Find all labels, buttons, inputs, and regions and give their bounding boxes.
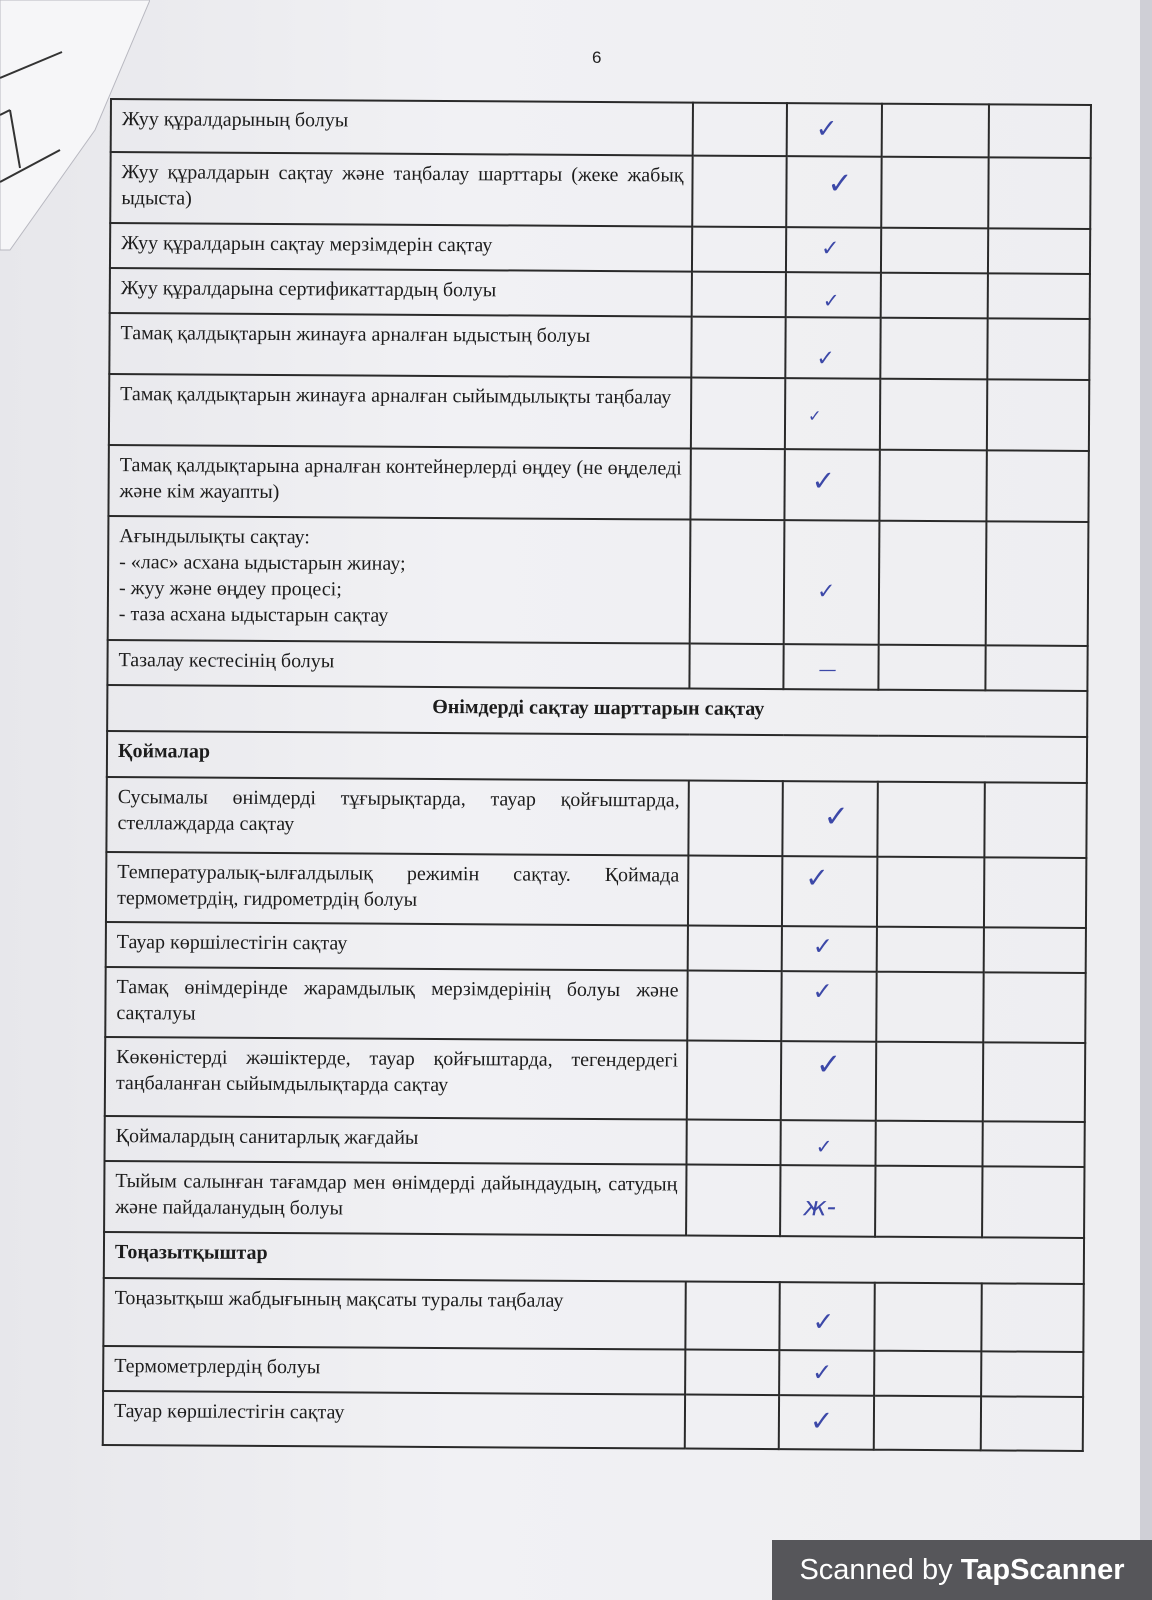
mark-cell — [786, 156, 881, 228]
table-row — [110, 223, 1090, 274]
handwritten-mark: ж- — [803, 1192, 837, 1223]
row-text-line: - таза асхана ыдыстарын сақтау — [118, 603, 389, 627]
mark-cell — [779, 1350, 874, 1396]
empty-cell — [689, 644, 783, 690]
row-text: Жуу құралдарын сақтау мерзімдерін сақтау — [110, 223, 692, 272]
empty-cell — [983, 972, 1085, 1043]
empty-cell — [882, 104, 989, 158]
empty-cell — [692, 227, 786, 273]
empty-cell — [875, 1166, 982, 1238]
empty-cell — [988, 273, 1090, 319]
empty-cell — [981, 1351, 1083, 1397]
checkmark-icon: ✓ — [809, 1404, 834, 1438]
checkmark-icon: ✓ — [816, 579, 836, 605]
dash-mark-icon: — — [818, 659, 837, 681]
table-row — [104, 1161, 1084, 1238]
row-text: Жуу құралдарының болуы — [111, 99, 693, 156]
row-text: Тазалау кестесінің болуы — [107, 640, 689, 689]
empty-cell — [880, 379, 987, 451]
section-title: Өнімдерді сақтау шарттарын сақтау — [107, 685, 1087, 737]
row-text: Термометрлердің болуы — [103, 1346, 685, 1395]
empty-cell — [685, 1395, 779, 1450]
mark-cell — [785, 317, 880, 379]
row-text: Көкөністерді жәшіктерде, тауар қойғыштарда, тегендердегі таңбаланған сыйымдылықтарда сақтау — [105, 1037, 687, 1120]
row-text: Тамақ қалдықтарын жинауға арналған ыдыстың болуы — [109, 313, 691, 378]
page-edge — [1140, 0, 1152, 1600]
empty-cell — [989, 104, 1091, 158]
section-row — [107, 685, 1087, 737]
empty-cell — [987, 318, 1089, 380]
watermark-prefix: Scanned by — [799, 1554, 961, 1586]
checkmark-icon: ✓ — [811, 464, 836, 498]
row-text: Тауар көршілестігін сақтау — [106, 922, 688, 971]
page-number: 6 — [592, 48, 602, 67]
row-text: Тамақ қалдықтарын жинауға арналған сыйымдылықты таңбалау — [109, 374, 691, 449]
mark-cell — [786, 227, 881, 273]
mark-cell — [780, 1120, 875, 1166]
row-text — [108, 516, 691, 644]
row-text: Сусымалы өнімдерді тұғырықтарда, тауар қойғыштарда, стеллаждарда сақтау — [106, 777, 688, 856]
checkmark-icon: ✓ — [815, 1134, 833, 1159]
empty-cell — [985, 645, 1087, 691]
empty-cell — [881, 273, 988, 319]
empty-cell — [687, 971, 781, 1042]
empty-cell — [685, 1350, 779, 1396]
empty-cell — [688, 781, 782, 857]
checkmark-icon: ✓ — [812, 1307, 835, 1338]
row-text-line: - жуу және өңдеу процесі; — [118, 577, 342, 601]
row-text: Температуралық-ылғалдылық режимін сақтау. Қоймада термометрдің, гидрометрдің болуы — [106, 852, 688, 926]
checkmark-icon: ✓ — [812, 932, 834, 961]
empty-cell — [987, 379, 1089, 451]
table-row — [105, 1116, 1085, 1167]
mark-cell — [782, 781, 877, 857]
table-row — [110, 152, 1090, 229]
empty-cell — [881, 228, 988, 274]
scanner-watermark — [772, 1540, 1152, 1600]
mark-cell — [784, 520, 880, 645]
empty-cell — [876, 972, 983, 1043]
table-row — [105, 1037, 1085, 1122]
empty-cell — [692, 272, 786, 318]
empty-cell — [693, 103, 787, 157]
empty-cell — [876, 1042, 983, 1122]
empty-cell — [984, 927, 1086, 973]
empty-cell — [686, 1120, 780, 1166]
checkmark-icon: ✓ — [808, 406, 822, 426]
empty-cell — [878, 645, 985, 691]
empty-cell — [877, 782, 984, 858]
table-row — [106, 922, 1086, 973]
mark-cell — [782, 856, 877, 927]
group-title: Қоймалар — [107, 731, 1087, 783]
empty-cell — [981, 1283, 1083, 1352]
checkmark-icon: ✓ — [821, 236, 840, 262]
empty-cell — [880, 318, 987, 380]
empty-cell — [984, 857, 1086, 928]
checkmark-icon: ✓ — [822, 288, 840, 313]
empty-cell — [988, 228, 1090, 274]
checkmark-icon: ✓ — [816, 346, 835, 372]
empty-cell — [877, 927, 984, 973]
table-row — [106, 852, 1086, 928]
row-text: Тыйым салынған тағамдар мен өнімдерді дайындаудың, сатудың және пайдаланудың болуы — [104, 1161, 686, 1236]
table-row — [111, 99, 1091, 158]
table-row — [103, 1346, 1083, 1397]
table-row — [108, 445, 1088, 522]
empty-cell — [686, 1165, 780, 1237]
empty-cell — [690, 520, 785, 645]
empty-cell — [984, 782, 1086, 858]
empty-cell — [874, 1351, 981, 1397]
mark-cell — [784, 449, 879, 521]
mark-cell — [785, 378, 880, 450]
table-row — [103, 1278, 1083, 1352]
mark-cell — [779, 1282, 874, 1351]
empty-cell — [983, 1042, 1085, 1122]
checkmark-icon: ✓ — [812, 977, 833, 1006]
checklist-table — [102, 98, 1092, 1452]
empty-cell — [879, 450, 986, 522]
empty-cell — [688, 856, 782, 927]
row-text: Жуу құралдарына сертификаттардың болуы — [110, 268, 692, 317]
empty-cell — [688, 926, 782, 972]
empty-cell — [875, 1121, 982, 1167]
watermark-brand: TapScanner — [960, 1554, 1125, 1586]
row-text: Тамақ қалдықтарына арналған контейнерлерді өңдеу (не өңделеді және кім жауапты) — [108, 445, 690, 520]
group-title: Тоңазытқыштар — [104, 1232, 1084, 1284]
mark-cell — [781, 971, 876, 1042]
group-row — [107, 731, 1087, 783]
table-row — [109, 313, 1089, 380]
mark-cell — [781, 1041, 876, 1121]
empty-cell — [881, 157, 988, 229]
row-text: Тамақ өнімдерінде жарамдылық мерзімдерінің болуы және сақталуы — [105, 967, 687, 1041]
checkmark-icon: ✓ — [812, 1358, 833, 1387]
empty-cell — [988, 157, 1090, 229]
mark-cell — [782, 926, 877, 972]
group-row — [104, 1232, 1084, 1284]
empty-cell — [685, 1282, 779, 1351]
row-text: Қоймалардың санитарлық жағдайы — [105, 1116, 687, 1165]
empty-cell — [877, 857, 984, 928]
empty-cell — [986, 450, 1088, 522]
empty-cell — [874, 1396, 981, 1451]
table-row — [109, 374, 1089, 451]
row-text: Жуу құралдарын сақтау және таңбалау шарттары (жеке жабық ыдыста) — [110, 152, 692, 227]
table-row — [103, 1391, 1083, 1451]
empty-cell — [691, 317, 785, 379]
table-row — [108, 516, 1089, 646]
checkmark-icon: ✓ — [827, 166, 853, 202]
table-row — [105, 967, 1085, 1043]
empty-cell — [874, 1283, 981, 1352]
empty-cell — [986, 521, 1089, 646]
row-text-line: Ағындылықты сақтау: — [119, 525, 310, 549]
row-text: Тауар көршілестігін сақтау — [103, 1391, 685, 1449]
table-row — [107, 640, 1087, 691]
row-text-line: - «лас» асхана ыдыстарын жинау; — [119, 551, 406, 575]
checkmark-icon: ✓ — [805, 861, 829, 895]
empty-cell — [687, 1041, 781, 1121]
empty-cell — [692, 156, 786, 228]
mark-cell — [786, 272, 881, 318]
checkmark-icon: ✓ — [816, 1047, 842, 1083]
mark-cell — [780, 1165, 875, 1237]
checkmark-icon: ✓ — [815, 114, 838, 145]
row-text: Тоңазытқыш жабдығының мақсаты туралы таңбалау — [103, 1278, 685, 1350]
mark-cell — [783, 644, 878, 690]
table-row — [110, 268, 1090, 319]
empty-cell — [879, 521, 987, 646]
table-row — [106, 777, 1086, 858]
empty-cell — [982, 1121, 1084, 1167]
empty-cell — [690, 449, 784, 521]
checkmark-icon: ✓ — [823, 799, 849, 835]
mark-cell — [787, 103, 882, 157]
empty-cell — [982, 1166, 1084, 1238]
mark-cell — [779, 1395, 874, 1450]
empty-cell — [691, 378, 785, 450]
empty-cell — [981, 1396, 1083, 1451]
